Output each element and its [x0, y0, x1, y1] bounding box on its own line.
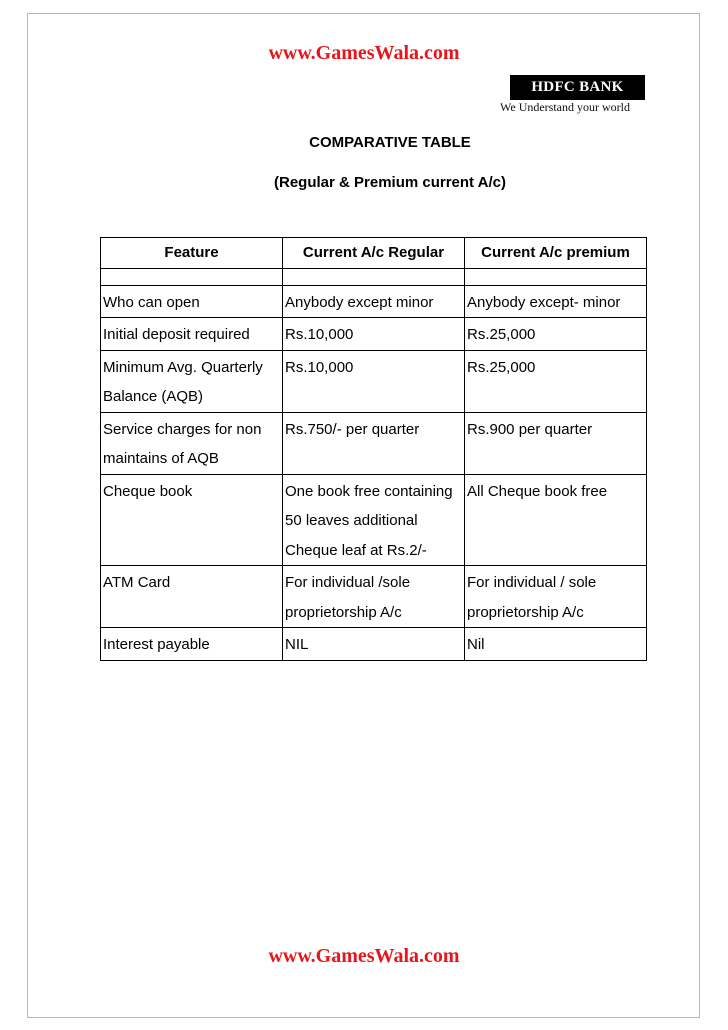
table-spacer-row	[101, 268, 647, 285]
cell-premium: Rs.25,000	[465, 350, 647, 412]
cell-regular: NIL	[283, 628, 465, 661]
cell-feature: Cheque book	[101, 474, 283, 566]
bank-tagline: We Understand your world	[500, 100, 631, 114]
cell-regular: Rs.750/- per quarter	[283, 412, 465, 474]
cell-feature: ATM Card	[101, 566, 283, 628]
cell-premium: Rs.25,000	[465, 318, 647, 351]
cell-regular: Anybody except minor	[283, 285, 465, 318]
table-row	[101, 318, 647, 351]
table-row	[101, 474, 647, 566]
header-regular: Current A/c Regular	[283, 238, 465, 269]
cell-premium: All Cheque book free	[465, 474, 647, 566]
cell-feature: Interest payable	[101, 628, 283, 661]
site-url-header: www.GamesWala.com	[268, 42, 460, 64]
table-row	[101, 566, 647, 628]
cell-regular: Rs.10,000	[283, 350, 465, 412]
cell-regular: For individual /sole proprietorship A/c	[283, 566, 465, 628]
header-feature: Feature	[101, 238, 283, 269]
table-header-row	[101, 238, 647, 269]
cell-regular: Rs.10,000	[283, 318, 465, 351]
cell-feature: Service charges for non maintains of AQB	[101, 412, 283, 474]
cell-feature: Minimum Avg. Quarterly Balance (AQB)	[101, 350, 283, 412]
cell-premium: For individual / sole proprietorship A/c	[465, 566, 647, 628]
site-url-footer: www.GamesWala.com	[268, 945, 460, 967]
cell-feature: Initial deposit required	[101, 318, 283, 351]
cell-premium: Rs.900 per quarter	[465, 412, 647, 474]
comparison-table	[100, 237, 647, 661]
table-row	[101, 350, 647, 412]
document-title: COMPARATIVE TABLE	[309, 134, 471, 151]
table-row	[101, 628, 647, 661]
header-premium: Current A/c premium	[465, 238, 647, 269]
table-row	[101, 412, 647, 474]
cell-premium: Anybody except- minor	[465, 285, 647, 318]
cell-regular: One book free containing 50 leaves additional Cheque leaf at Rs.2/-	[283, 474, 465, 566]
bank-logo-box: HDFC BANK	[510, 75, 645, 100]
cell-premium: Nil	[465, 628, 647, 661]
table-row	[101, 285, 647, 318]
document-subtitle: (Regular & Premium current A/c)	[274, 174, 506, 191]
cell-feature: Who can open	[101, 285, 283, 318]
